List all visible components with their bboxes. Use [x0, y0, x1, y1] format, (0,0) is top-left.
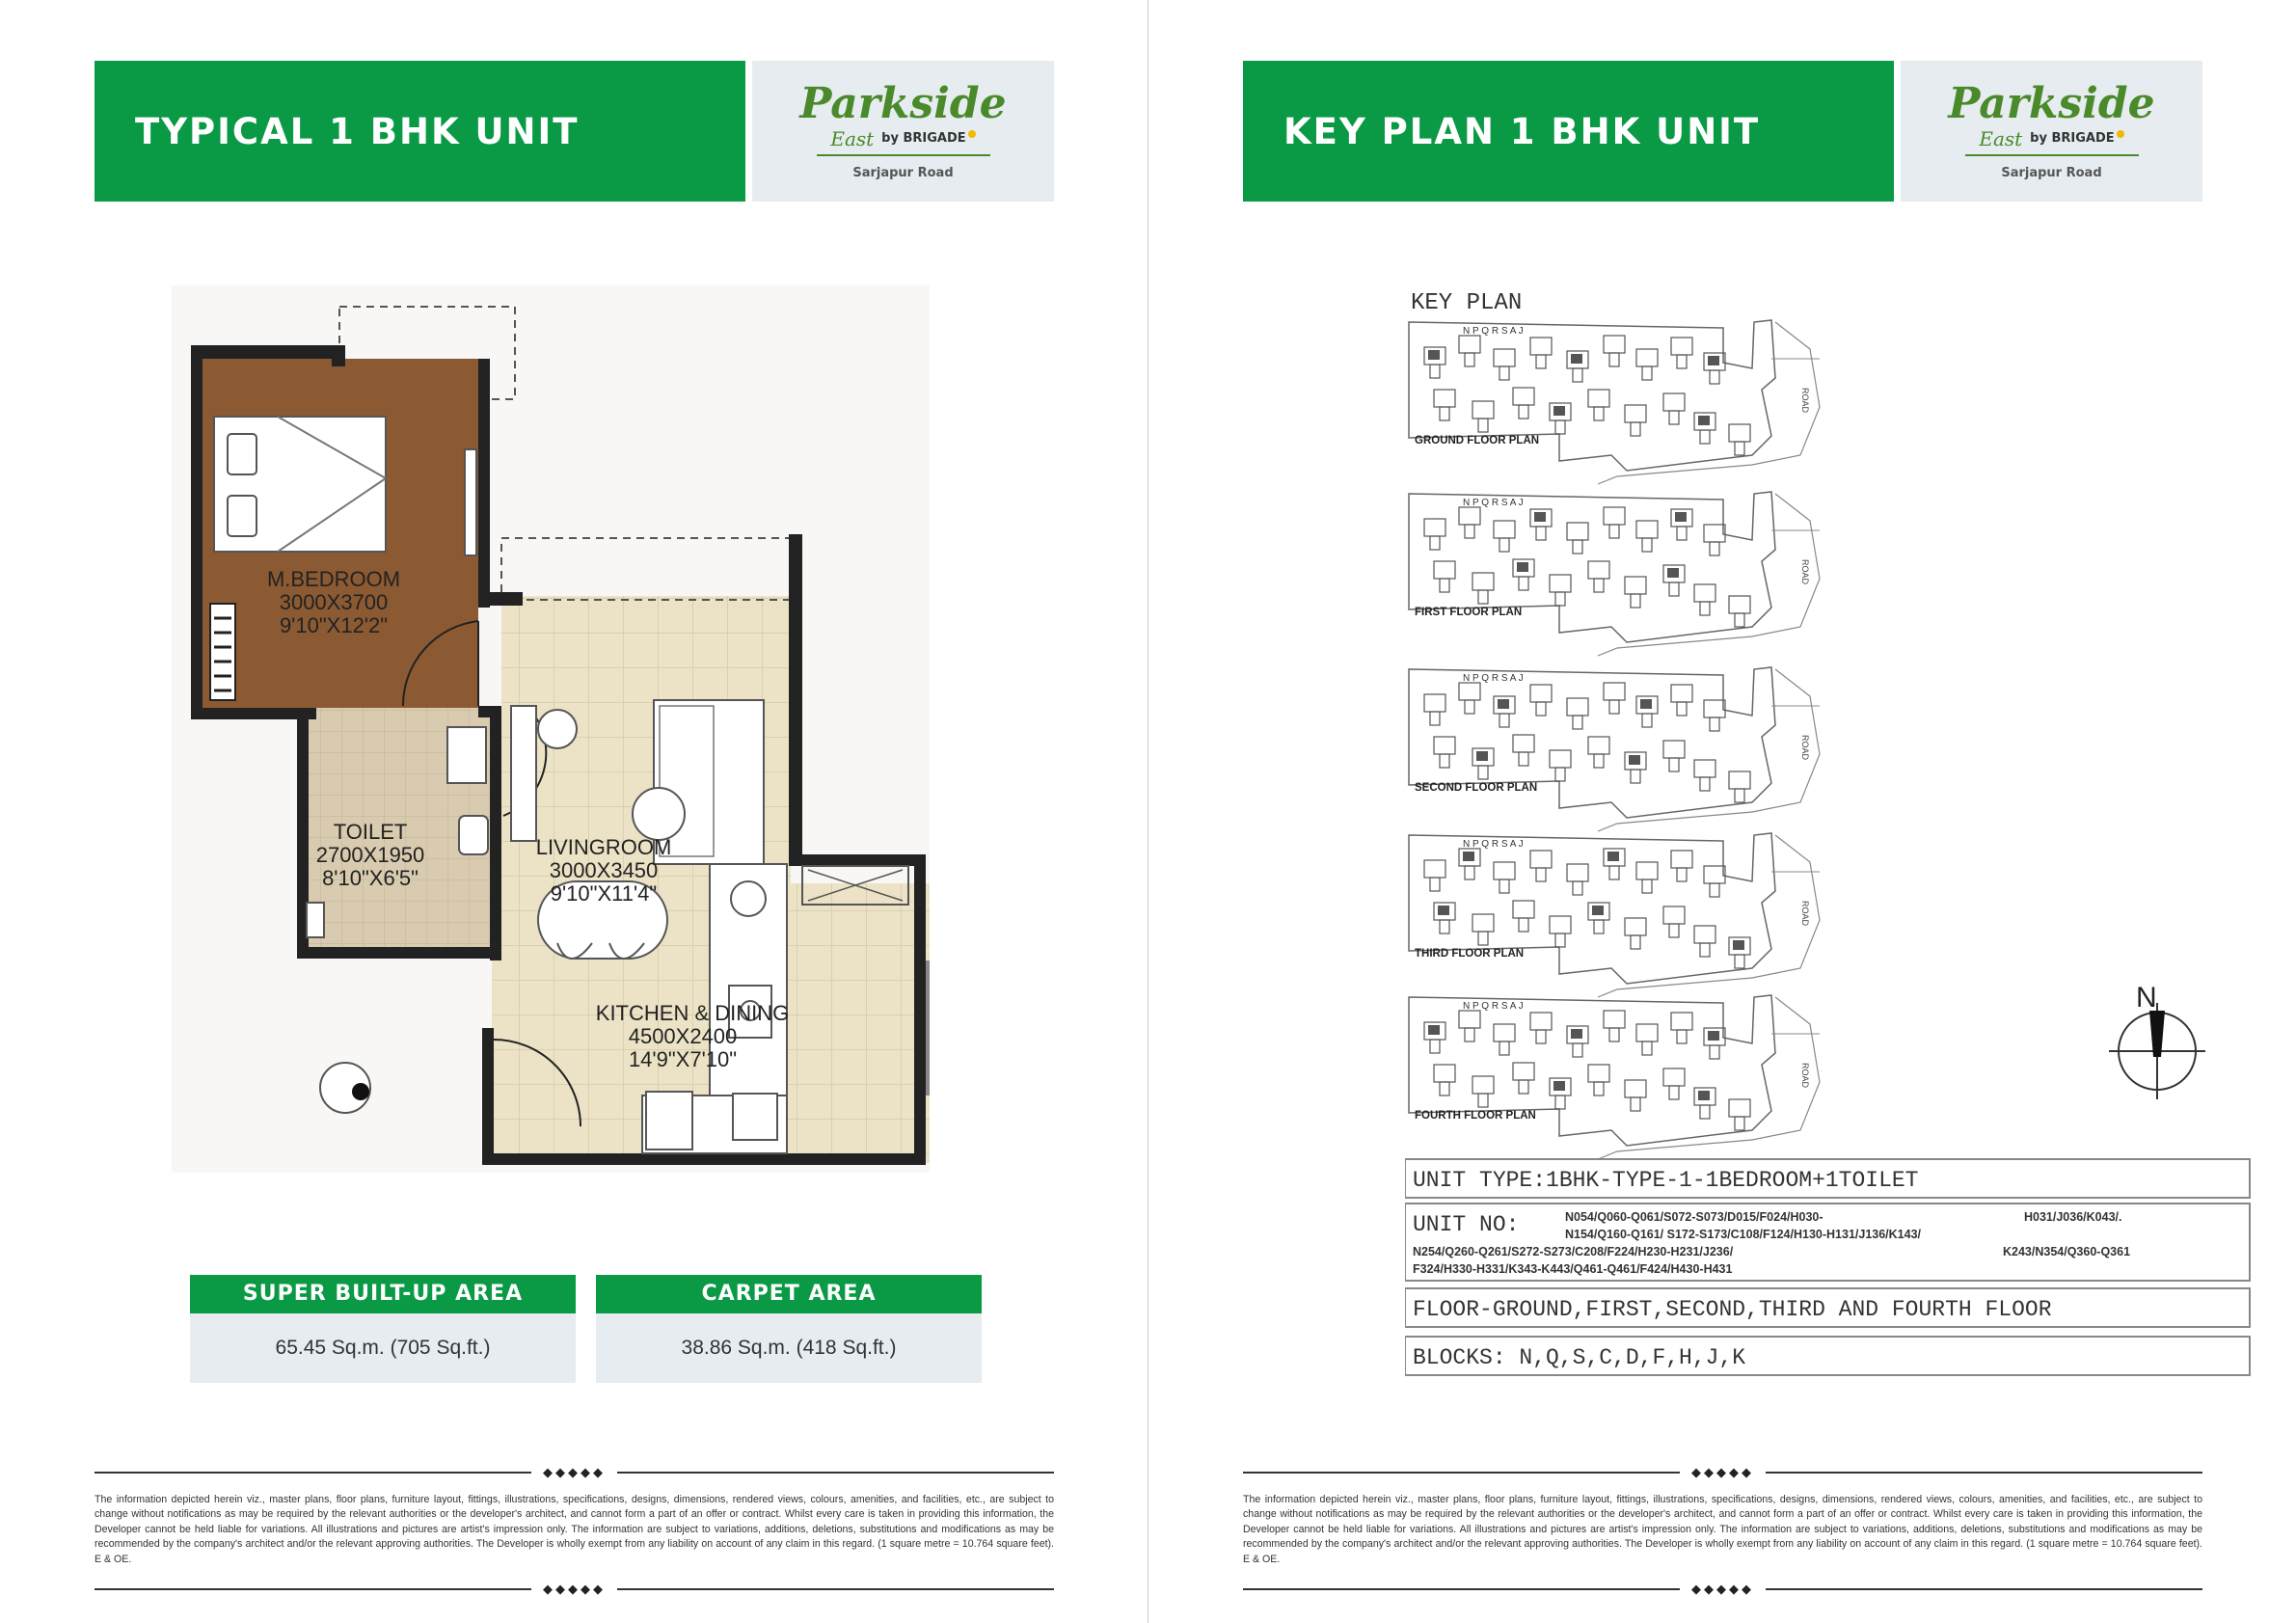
road-label: ROAD	[1800, 1063, 1810, 1089]
right-top-rule: ◆◆◆◆◆	[1243, 1463, 2202, 1482]
key-plan-title: KEY PLAN	[1411, 290, 1523, 316]
left-logo	[752, 61, 1054, 202]
right-header-bar	[1243, 61, 1894, 202]
bedroom-ft: 9'10"X12'2"	[279, 613, 389, 637]
left-header-bar	[95, 61, 745, 202]
floor-plan-4	[1409, 833, 1820, 997]
road-label: ROAD	[1800, 901, 1810, 927]
floor-line: FLOOR-GROUND,FIRST,SECOND,THIRD AND FOURTH FLOOR	[1413, 1297, 2052, 1322]
bedroom-mm: 3000X3700	[279, 590, 389, 614]
floor-plan-1	[1409, 320, 1820, 484]
block-letters: N P Q R S A J	[1463, 326, 1524, 337]
bedroom-name: M.BEDROOM	[266, 567, 401, 591]
right-page	[1148, 0, 2296, 1623]
block-letters: N P Q R S A J	[1463, 1001, 1524, 1012]
toilet-ft: 8'10"X6'5"	[322, 866, 419, 890]
left-logo-east: East	[830, 126, 875, 150]
carpet-area-label: CARPET AREA	[596, 1275, 982, 1313]
right-logo-rule	[1965, 154, 2139, 156]
road-label: ROAD	[1800, 559, 1810, 585]
left-logo-dot-icon	[968, 130, 976, 138]
living-name: LIVINGROOM	[535, 835, 672, 859]
left-disclaimer: The information depicted herein viz., master plans, floor plans, furniture layout, fittings, illustrations, specifications, designs, dimensions, rendered views, colours, amenities, and facilities, etc., are subject to change without notifications as may be required by the relevant authorities or the developer's architect, and cannot form a part of an offer or contract. Whilst every care is taken in providing this information, the Developer cannot be held liable for variations. All illustrations and pictures are artist's impression only. The information are subject to variations, additions, deletions, substitutions and modifications as may be recommended by the company's architect and/or the relevant approving authorities. The Developer is wholly exempt from any liability on account of any claim in this regard. (1 square metre = 10.764 square feet). E & OE.	[95, 1494, 1054, 1565]
block-letters: N P Q R S A J	[1463, 673, 1524, 684]
block-letters: N P Q R S A J	[1463, 839, 1524, 850]
key-plan	[1405, 285, 2251, 1389]
floor-plan-label: GROUND FLOOR PLAN	[1415, 435, 1540, 446]
kitchen-mm: 4500X2400	[628, 1024, 738, 1048]
super-area-value: 65.45 Sq.m. (705 Sq.ft.)	[190, 1313, 576, 1383]
right-disclaimer: The information depicted herein viz., master plans, floor plans, furniture layout, fittings, illustrations, specifications, designs, dimensions, rendered views, colours, amenities, and facilities, etc., are subject to change without notifications as may be required by the relevant authorities or the developer's architect, and cannot form a part of an offer or contract. Whilst every care is taken in providing this information, the Developer cannot be held liable for variations. All illustrations and pictures are artist's impression only. The information are subject to variations, additions, deletions, substitutions and modifications as may be recommended by the company's architect and/or the relevant approving authorities. The Developer is wholly exempt from any liability on account of any claim in this regard. (1 square metre = 10.764 square feet). E & OE.	[1243, 1494, 2202, 1565]
unit-no-line-1: N054/Q060-Q061/S072-S073/D015/F024/H030-	[1565, 1210, 1823, 1224]
floor-plan	[172, 285, 930, 1173]
unit-no-line-3: N154/Q160-Q161/ S172-S173/C108/F124/H130-H131/J136/K143/	[1565, 1228, 1922, 1241]
right-logo-location: Sarjapur Road	[2001, 165, 2102, 180]
right-logo-dot-icon	[2117, 130, 2124, 138]
kitchen-ft: 14'9"X7'10"	[628, 1047, 738, 1071]
super-area-card	[190, 1275, 576, 1383]
right-logo-east: East	[1979, 126, 2023, 150]
left-logo-name: Parkside	[799, 78, 1007, 128]
road-label: ROAD	[1800, 735, 1810, 761]
floor-plan-3	[1409, 667, 1820, 831]
unit-no-line-2: H031/J036/K043/.	[2024, 1210, 2122, 1224]
left-logo-by: by BRIGADE	[881, 131, 966, 146]
left-logo-location: Sarjapur Road	[852, 165, 954, 180]
unit-type: UNIT TYPE:1BHK-TYPE-1-1BEDROOM+1TOILET	[1413, 1168, 1919, 1193]
carpet-area-value: 38.86 Sq.m. (418 Sq.ft.)	[596, 1313, 982, 1383]
compass-icon	[2109, 982, 2205, 1099]
right-bottom-rule: ◆◆◆◆◆	[1243, 1580, 2202, 1599]
kitchen-name: KITCHEN & DINING	[595, 1001, 790, 1025]
left-page-title: TYPICAL 1 BHK UNIT	[135, 110, 580, 152]
floor-plan-drawing	[172, 285, 930, 1173]
carpet-area-card	[596, 1275, 982, 1383]
right-page-title: KEY PLAN 1 BHK UNIT	[1283, 110, 1761, 152]
unit-no-line-6: F324/H330-H331/K343-K443/Q461-Q461/F424/H430-H431	[1413, 1262, 1733, 1276]
road-label: ROAD	[1800, 388, 1810, 414]
floor-plan-label: SECOND FLOOR PLAN	[1415, 782, 1538, 794]
blocks-line: BLOCKS: N,Q,S,C,D,F,H,J,K	[1413, 1345, 1746, 1370]
right-logo-by: by BRIGADE	[2030, 131, 2115, 146]
floor-plan-label: THIRD FLOOR PLAN	[1415, 948, 1525, 960]
compass-label: N	[2136, 982, 2157, 1014]
unit-no-line-5: K243/N354/Q360-Q361	[2003, 1245, 2131, 1258]
left-logo-rule	[817, 154, 990, 156]
key-plan-drawing	[1405, 285, 2251, 1389]
floor-plan-2	[1409, 492, 1820, 656]
floor-plan-label: FIRST FLOOR PLAN	[1415, 607, 1523, 618]
floor-plan-label: FOURTH FLOOR PLAN	[1415, 1110, 1536, 1122]
super-area-label: SUPER BUILT-UP AREA	[190, 1275, 576, 1313]
unit-no-line-4: N254/Q260-Q261/S272-S273/C208/F224/H230-H231/J236/	[1413, 1245, 1734, 1258]
block-letters: N P Q R S A J	[1463, 498, 1524, 508]
unit-no-label: UNIT NO:	[1413, 1212, 1520, 1237]
left-bottom-rule: ◆◆◆◆◆	[95, 1580, 1054, 1599]
toilet-name: TOILET	[333, 820, 408, 844]
floor-plan-5	[1409, 995, 1820, 1159]
living-ft: 9'10"X11'4"	[550, 881, 658, 906]
living-mm: 3000X3450	[549, 858, 659, 882]
right-logo-name: Parkside	[1948, 78, 2155, 128]
left-top-rule: ◆◆◆◆◆	[95, 1463, 1054, 1482]
toilet-mm: 2700X1950	[315, 843, 425, 867]
right-logo	[1901, 61, 2202, 202]
